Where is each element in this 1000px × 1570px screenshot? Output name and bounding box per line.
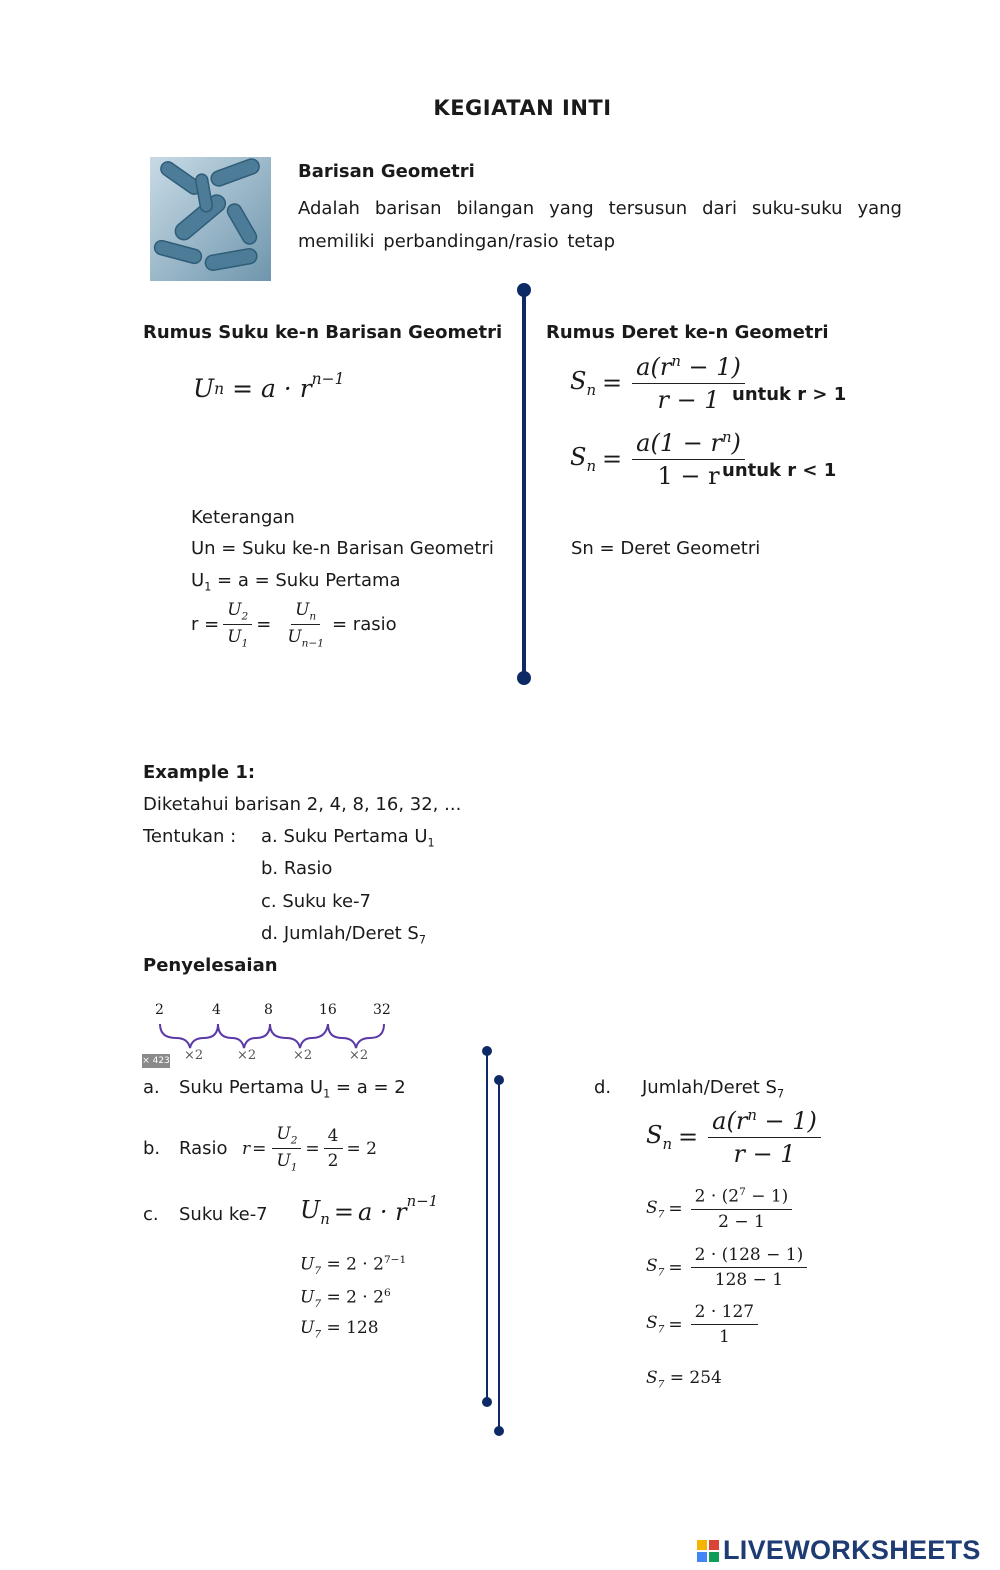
- sn2-num: a(1 − r: [636, 429, 722, 457]
- task-c: c. Suku ke-7: [261, 891, 371, 912]
- sol-d-step2: $S_7$ = $\frac{2 \cdot (128 - 1)}{128 - 1}$: [646, 1245, 811, 1290]
- seq-ratio-2: ×2: [293, 1048, 313, 1063]
- example-title: Example 1:: [143, 762, 256, 783]
- sol-b-den: 2: [327, 1151, 339, 1172]
- sol-c-label: c.: [143, 1204, 159, 1225]
- un-sub: n: [214, 379, 225, 398]
- sol-d-step4: $S_7 = 254$: [646, 1368, 722, 1391]
- brand-text: LIVEWORKSHEETS: [723, 1535, 981, 1565]
- seq-ratio-3: ×2: [349, 1048, 369, 1063]
- sol-c-step2: $U_7 = 2 \cdot 2^6$: [300, 1287, 391, 1311]
- solution-title: Penyelesaian: [143, 955, 278, 976]
- seq-term-4: 32: [373, 1002, 391, 1018]
- sn-formula-2: $S_n$ = $\frac{a(1 - r^n)}{1 - r}$: [570, 428, 749, 490]
- seq-ratio-1: ×2: [237, 1048, 257, 1063]
- right-formula-heading: Rumus Deret ke-n Geometri: [546, 322, 829, 343]
- brand-logo-icon: [697, 1540, 719, 1562]
- divider-bottom-dot: [517, 671, 531, 685]
- sequence-braces: [140, 1018, 400, 1050]
- solution-divider-2: [498, 1080, 500, 1430]
- sn-note: Sn = Deret Geometri: [571, 538, 761, 559]
- task-a: a. Suku Pertama $U_1$: [261, 826, 435, 850]
- sn1-condition: untuk r > 1: [732, 384, 847, 405]
- keterangan-line1: Un = Suku ke-n Barisan Geometri: [191, 538, 494, 559]
- seq-ratio-0: ×2: [184, 1048, 204, 1063]
- un-sup: n−1: [311, 370, 345, 388]
- r-end: = rasio: [331, 614, 397, 636]
- seq-badge: × 423: [142, 1056, 170, 1066]
- sol-c-formula: $U_n$ = a · r $^{n-1}$: [300, 1192, 439, 1228]
- r-eq: =: [256, 614, 272, 636]
- task-b: b. Rasio: [261, 858, 333, 879]
- footer-brand: [697, 1535, 981, 1566]
- keterangan-title: Keterangan: [191, 507, 295, 528]
- example-given: Diketahui barisan 2, 4, 8, 16, 32, ...: [143, 794, 462, 815]
- seq-term-3: 16: [319, 1002, 337, 1018]
- sn1-num-end: − 1): [680, 353, 741, 381]
- sol-a-text: Suku Pertama $U_1 = a = 2$: [179, 1077, 406, 1101]
- seq-term-0: 2: [155, 1002, 164, 1018]
- sn1-num-sup: n: [671, 352, 681, 370]
- sequence-diagram: [140, 998, 400, 1070]
- seq-term-2: 8: [264, 1002, 273, 1018]
- sn1-den: r − 1: [657, 386, 720, 414]
- sol-d-step1: $S_7$ = $\frac{2 \cdot (2^7 - 1)}{2 - 1}$: [646, 1186, 796, 1232]
- sol-b-text: Rasio: [179, 1138, 228, 1159]
- sol-divider-2-bottom-dot: [494, 1426, 504, 1436]
- left-formula-heading: Rumus Suku ke-n Barisan Geometri: [143, 322, 503, 343]
- sol-d-text: Jumlah/Deret $S_7$: [642, 1077, 785, 1101]
- sn-formula-1: $S_n$ = $\frac{a(r^n - 1)}{r - 1}$: [570, 352, 749, 414]
- sol-d-general: $S_n$ = $\frac{a(r^n - 1)}{r - 1}$: [646, 1106, 825, 1168]
- sol-c-text: Suku ke-7: [179, 1204, 268, 1225]
- sol-b-num: 4: [324, 1126, 343, 1149]
- sn2-den: 1 − r: [657, 462, 720, 490]
- sol-c-step3: $U_7 = 128$: [300, 1318, 379, 1341]
- sol-divider-1-bottom-dot: [482, 1397, 492, 1407]
- sol-a-label: a.: [143, 1077, 160, 1098]
- sol-b-label: b.: [143, 1138, 161, 1159]
- keterangan-line2: $U_1 = a$ = Suku Pertama: [191, 570, 401, 594]
- sn2-condition: untuk r < 1: [722, 460, 837, 481]
- sol-c-step1: $U_7 = 2 \cdot 2^{7-1}$: [300, 1254, 407, 1278]
- intro-definition: Adalah barisan bilangan yang tersusun dari suku-suku yang memiliki perbandingan/rasio tetap: [298, 198, 902, 252]
- sol-b-result: = 2: [346, 1138, 377, 1159]
- sol-b-formula: r = $\frac{U_2}{U_1}$ = $\frac{4}{2}$ = 2: [242, 1124, 377, 1174]
- sn1-num: a(r: [636, 353, 672, 381]
- sol-d-label: d.: [594, 1077, 612, 1098]
- task-d: d. Jumlah/Deret $S_7$: [261, 923, 426, 947]
- task-label: Tentukan :: [143, 826, 237, 847]
- solution-divider-1: [486, 1051, 488, 1402]
- un-lhs: U: [193, 374, 215, 403]
- seq-term-1: 4: [212, 1002, 221, 1018]
- sn2-num-sup: n: [721, 428, 732, 446]
- page-title: KEGIATAN INTI: [433, 96, 612, 120]
- bacteria-icon: [150, 157, 271, 281]
- sol-d-step3: $S_7$ = $\frac{2 \cdot 127}{1}$: [646, 1302, 762, 1347]
- intro-heading: Barisan Geometri: [298, 161, 475, 182]
- bacteria-image: [150, 157, 271, 281]
- r-label: r =: [191, 614, 220, 636]
- sn2-num-end: ): [731, 429, 741, 457]
- un-rhs: = a · r: [232, 374, 312, 403]
- ratio-formula: r = $\frac{U_2}{U_1}$ = $\frac{U_n}{U_{n-1}}$ = rasio: [191, 600, 397, 650]
- un-formula: [193, 370, 345, 403]
- vertical-divider: [522, 290, 526, 678]
